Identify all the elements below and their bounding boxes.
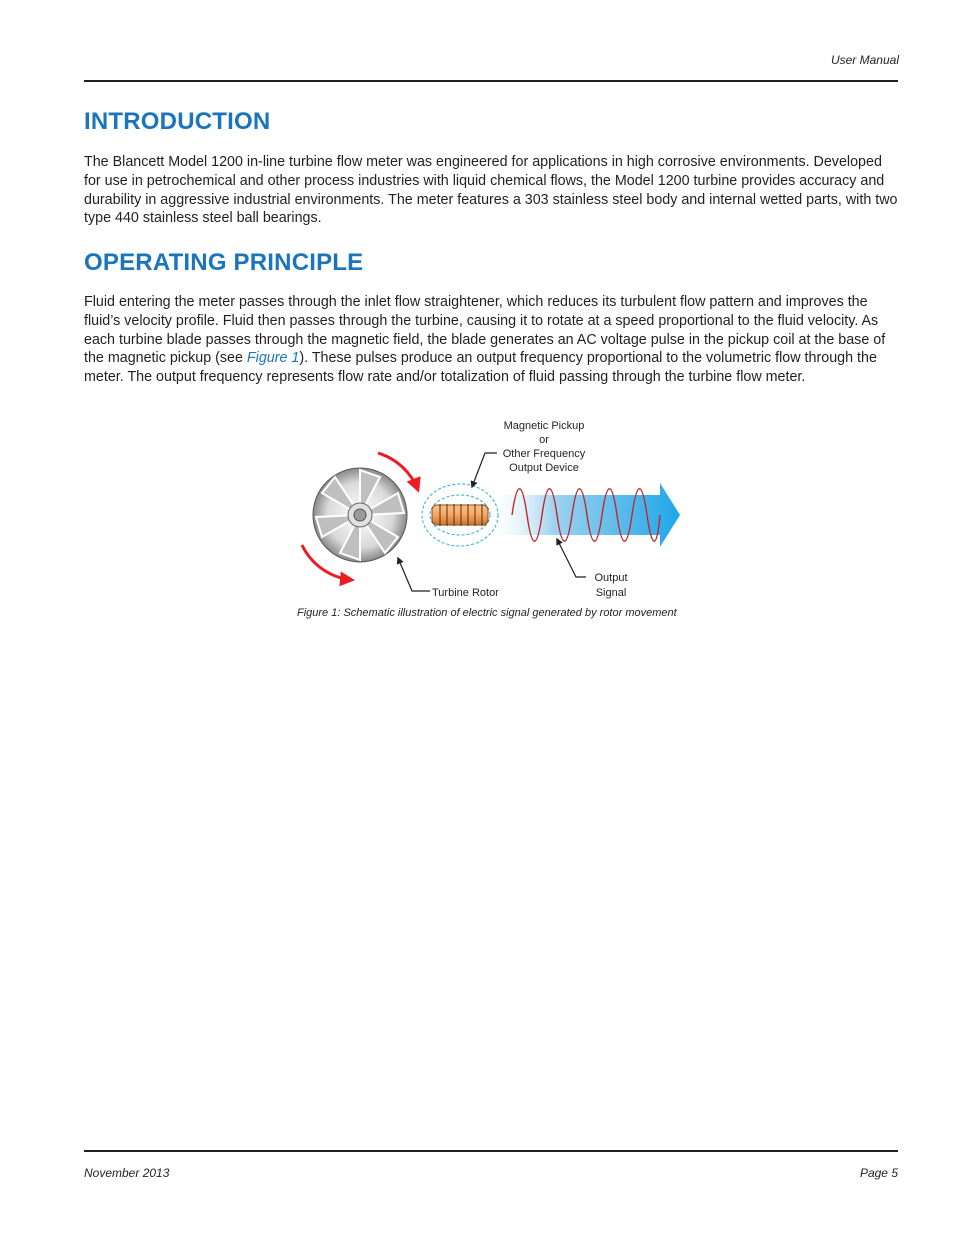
output-leader-line (557, 539, 586, 577)
figure-1-link[interactable]: Figure 1 (246, 350, 300, 367)
footer-date: November 2013 (84, 1166, 170, 1180)
pickup-leader-line (472, 453, 497, 487)
paragraph-text-start: Fluid entering the meter passes through the inlet flow straightener, which reduces its turbulent flow pattern and improves the fluid’s velocity profile. Fluid then passes through the turbine, causing it to rotate at a speed proportional to the fluid velocity. As each turbine blade passes through the magnetic field, the blade generates an AC voltage pulse in the pickup coil at the base of the magnetic pickup (see (84, 294, 886, 367)
output-label-line2: Signal (595, 587, 627, 599)
header-rule (84, 80, 898, 82)
output-label-line1: Output (594, 572, 628, 584)
section-heading-introduction: INTRODUCTION (84, 108, 271, 135)
magnetic-pickup-coil-icon (422, 484, 498, 546)
figure-caption: Figure 1: Schematic illustration of electric signal generated by rotor movement (297, 607, 677, 619)
page-number: Page 5 (859, 1166, 898, 1180)
pickup-label-line2: or (539, 434, 549, 446)
pickup-label-line4: Output Device (509, 462, 579, 474)
paragraph-text-end: ). These pulses produce an output frequency proportional to the volumetric flow through the meter. The output frequency represents flow rate and/or totalization of fluid passing through the turbine flow meter. (84, 350, 877, 386)
turbine-schematic-figure (290, 415, 710, 605)
footer-rule (84, 1150, 898, 1152)
pickup-label-line1: Magnetic Pickup (503, 420, 585, 432)
rotor-leader-line (398, 558, 430, 591)
operating-principle-paragraph (84, 293, 898, 387)
pickup-label-line3: Other Frequency (502, 448, 586, 460)
section-heading-operating-principle: OPERATING PRINCIPLE (84, 249, 364, 276)
turbine-rotor-icon (313, 468, 407, 562)
rotor-label: Turbine Rotor (432, 587, 499, 599)
running-header: User Manual (830, 53, 899, 67)
introduction-paragraph: The Blancett Model 1200 in-line turbine flow meter was engineered for applications in high corrosive environments. Developed for use in petrochemical and other process industries with liquid chemical flows, the Model 1200 turbine provides accuracy and durability in aggressive industrial environments. The meter features a 303 stainless steel body and internal wetted parts, with two type 440 stainless steel ball bearings. (84, 154, 898, 227)
